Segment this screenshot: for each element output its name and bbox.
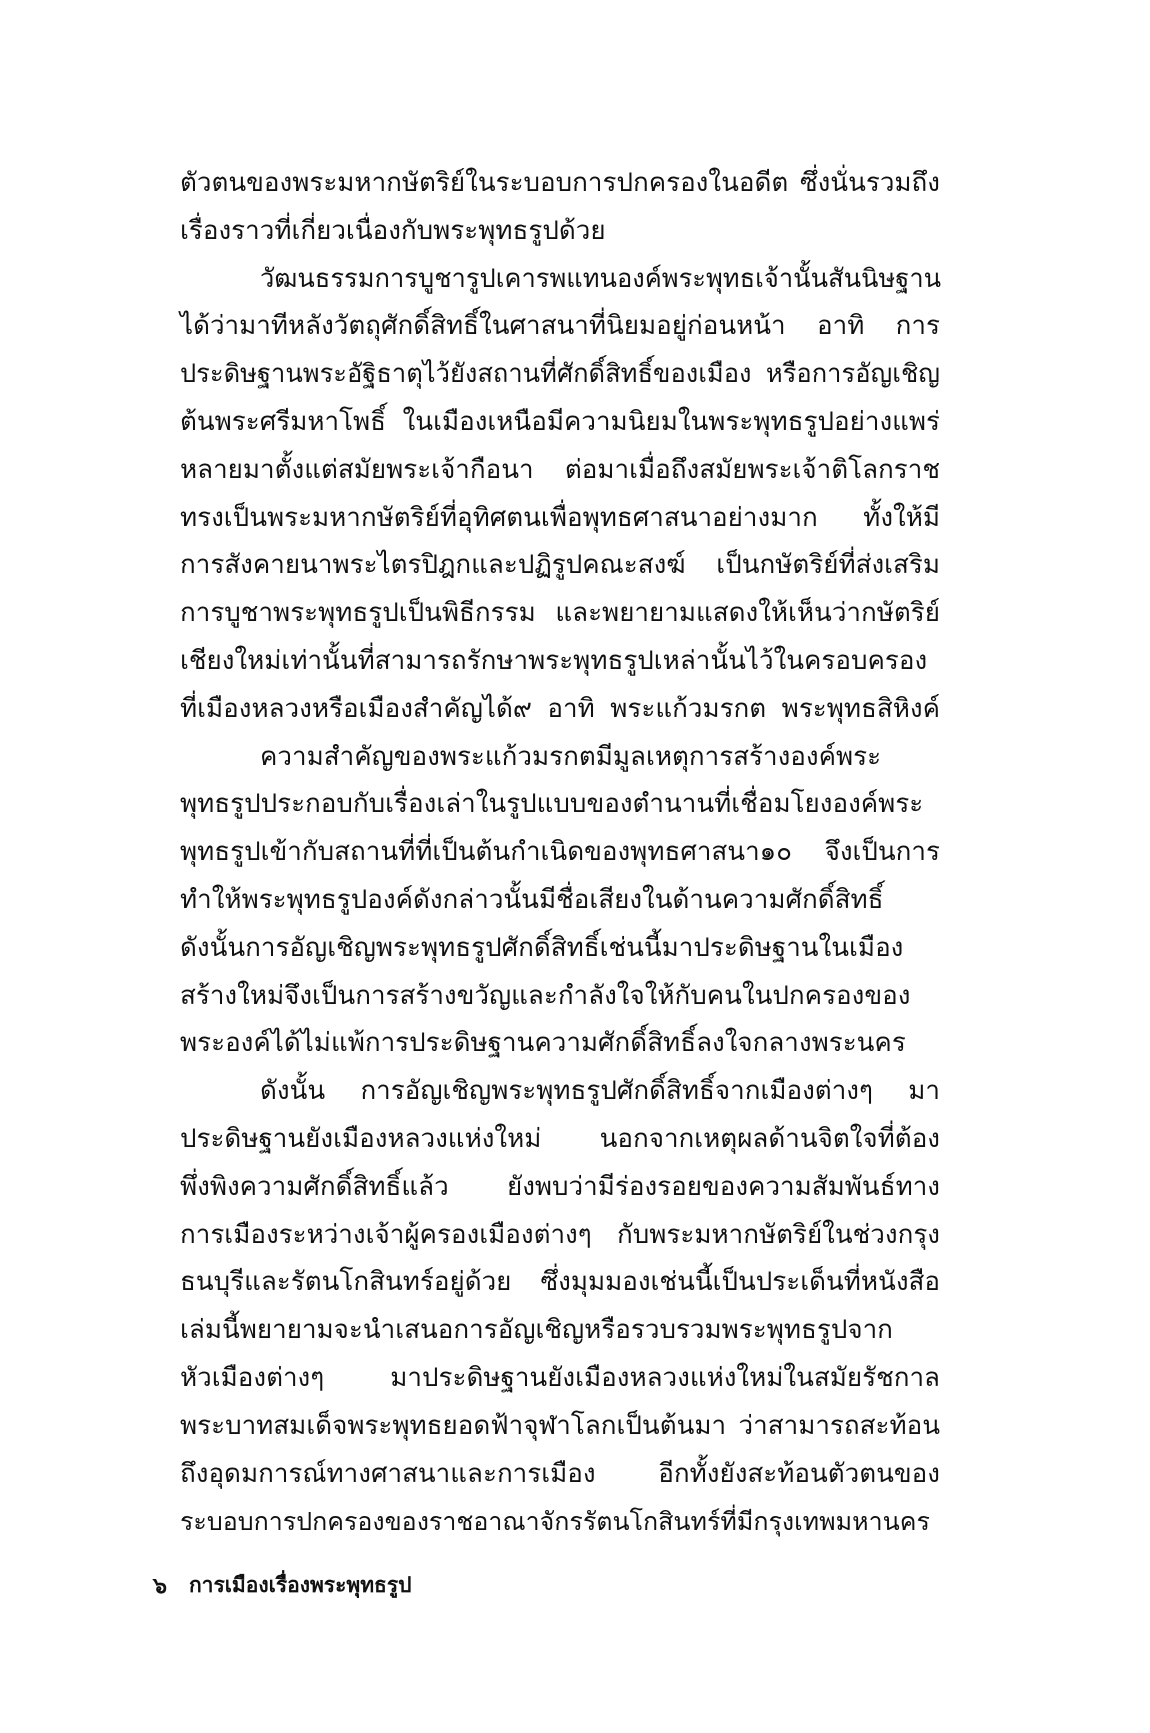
text-line: เล่มนี้พยายามจะนำเสนอการอัญเชิญหรือรวบรวมพระพุทธรูปจาก xyxy=(180,1315,893,1346)
text-line: ดังนั้นการอัญเชิญพระพุทธรูปศักดิ์สิทธิ์เช่นนี้มาประดิษฐานในเมือง xyxy=(180,932,904,963)
text-line: ประดิษฐานยังเมืองหลวงแห่งใหม่ นอกจากเหตุผลด้านจิตใจที่ต้อง xyxy=(180,1123,940,1154)
text-line: พระบาทสมเด็จพระพุทธยอดฟ้าจุฬาโลกเป็นต้นมา ว่าสามารถสะท้อน xyxy=(180,1410,940,1441)
text-line: ต้นพระศรีมหาโพธิ์ ในเมืองเหนือมีความนิยมในพระพุทธรูปอย่างแพร่ xyxy=(180,406,940,437)
text-line: การบูชาพระพุทธรูปเป็นพิธีกรรม และพยายามแสดงให้เห็นว่ากษัตริย์ xyxy=(180,598,940,629)
body-text xyxy=(180,160,940,1546)
text-line: พุทธรูปประกอบกับเรื่องเล่าในรูปแบบของตำนานที่เชื่อมโยงองค์พระ xyxy=(180,789,924,820)
text-line: ดังนั้น การอัญเชิญพระพุทธรูปศักดิ์สิทธิ์จากเมืองต่างๆ มา xyxy=(260,1076,940,1107)
text-line: ได้ว่ามาทีหลังวัตถุศักดิ์สิทธิ์ในศาสนาที่นิยมอยู่ก่อนหน้า อาทิ การ xyxy=(180,311,940,342)
text-line: ทรงเป็นพระมหากษัตริย์ที่อุทิศตนเพื่อพุทธศาสนาอย่างมาก ทั้งให้มี xyxy=(180,502,940,533)
text-line: ความสำคัญของพระแก้วมรกตมีมูลเหตุการสร้างองค์พระ xyxy=(260,741,882,772)
text-line: ตัวตนของพระมหากษัตริย์ในระบอบการปกครองในอดีต ซึ่งนั่นรวมถึง xyxy=(180,168,940,198)
text-line: เรื่องราวที่เกี่ยวเนื่องกับพระพุทธรูปด้วย xyxy=(180,215,606,246)
text-line: ธนบุรีและรัตนโกสินทร์อยู่ด้วย ซึ่งมุมมองเช่นนี้เป็นประเด็นที่หนังสือ xyxy=(180,1267,940,1298)
text-line: เชียงใหม่เท่านั้นที่สามารถรักษาพระพุทธรูปเหล่านั้นไว้ในครอบครอง xyxy=(180,645,928,676)
text-line: พระองค์ได้ไม่แพ้การประดิษฐานความศักดิ์สิทธิ์ลงใจกลางพระนคร xyxy=(180,1028,906,1059)
text-line: ถึงอุดมการณ์ทางศาสนาและการเมือง อีกทั้งยังสะท้อนตัวตนของ xyxy=(180,1458,940,1489)
page-number: ๖ xyxy=(153,1573,167,1599)
text-line: ประดิษฐานพระอัฐิธาตุไว้ยังสถานที่ศักดิ์สิทธิ์ของเมือง หรือการอัญเชิญ xyxy=(180,359,940,390)
text-line: พุทธรูปเข้ากับสถานที่ที่เป็นต้นกำเนิดของพุทธศาสนา๑๐ จึงเป็นการ xyxy=(180,837,940,868)
text-line: พึ่งพิงความศักดิ์สิทธิ์แล้ว ยังพบว่ามีร่องรอยของความสัมพันธ์ทาง xyxy=(180,1171,940,1202)
text-line: การสังคายนาพระไตรปิฎกและปฏิรูปคณะสงฆ์ เป็นกษัตริย์ที่ส่งเสริม xyxy=(180,550,940,581)
text-line: วัฒนธรรมการบูชารูปเคารพแทนองค์พระพุทธเจ้านั้นสันนิษฐาน xyxy=(260,263,942,294)
text-line: ที่เมืองหลวงหรือเมืองสำคัญได้๙ อาทิ พระแก้วมรกต พระพุทธสิหิงค์ xyxy=(180,693,940,724)
text-line: ระบอบการปกครองของราชอาณาจักรรัตนโกสินทร์ที่มีกรุงเทพมหานคร xyxy=(180,1507,930,1537)
page-footer xyxy=(153,1565,411,1605)
text-line: สร้างใหม่จึงเป็นการสร้างขวัญและกำลังใจให้กับคนในปกครองของ xyxy=(180,980,911,1011)
text-line: หัวเมืองต่างๆ มาประดิษฐานยังเมืองหลวงแห่งใหม่ในสมัยรัชกาล xyxy=(180,1362,940,1393)
text-line: การเมืองระหว่างเจ้าผู้ครองเมืองต่างๆ กับพระมหากษัตริย์ในช่วงกรุง xyxy=(180,1219,940,1250)
text-line: ทำให้พระพุทธรูปองค์ดังกล่าวนั้นมีชื่อเสียงในด้านความศักดิ์สิทธิ์ xyxy=(180,884,884,915)
book-title: การเมืองเรื่องพระพุทธรูป xyxy=(188,1572,412,1597)
text-line: หลายมาตั้งแต่สมัยพระเจ้ากือนา ต่อมาเมื่อถึงสมัยพระเจ้าติโลกราช xyxy=(180,454,940,485)
